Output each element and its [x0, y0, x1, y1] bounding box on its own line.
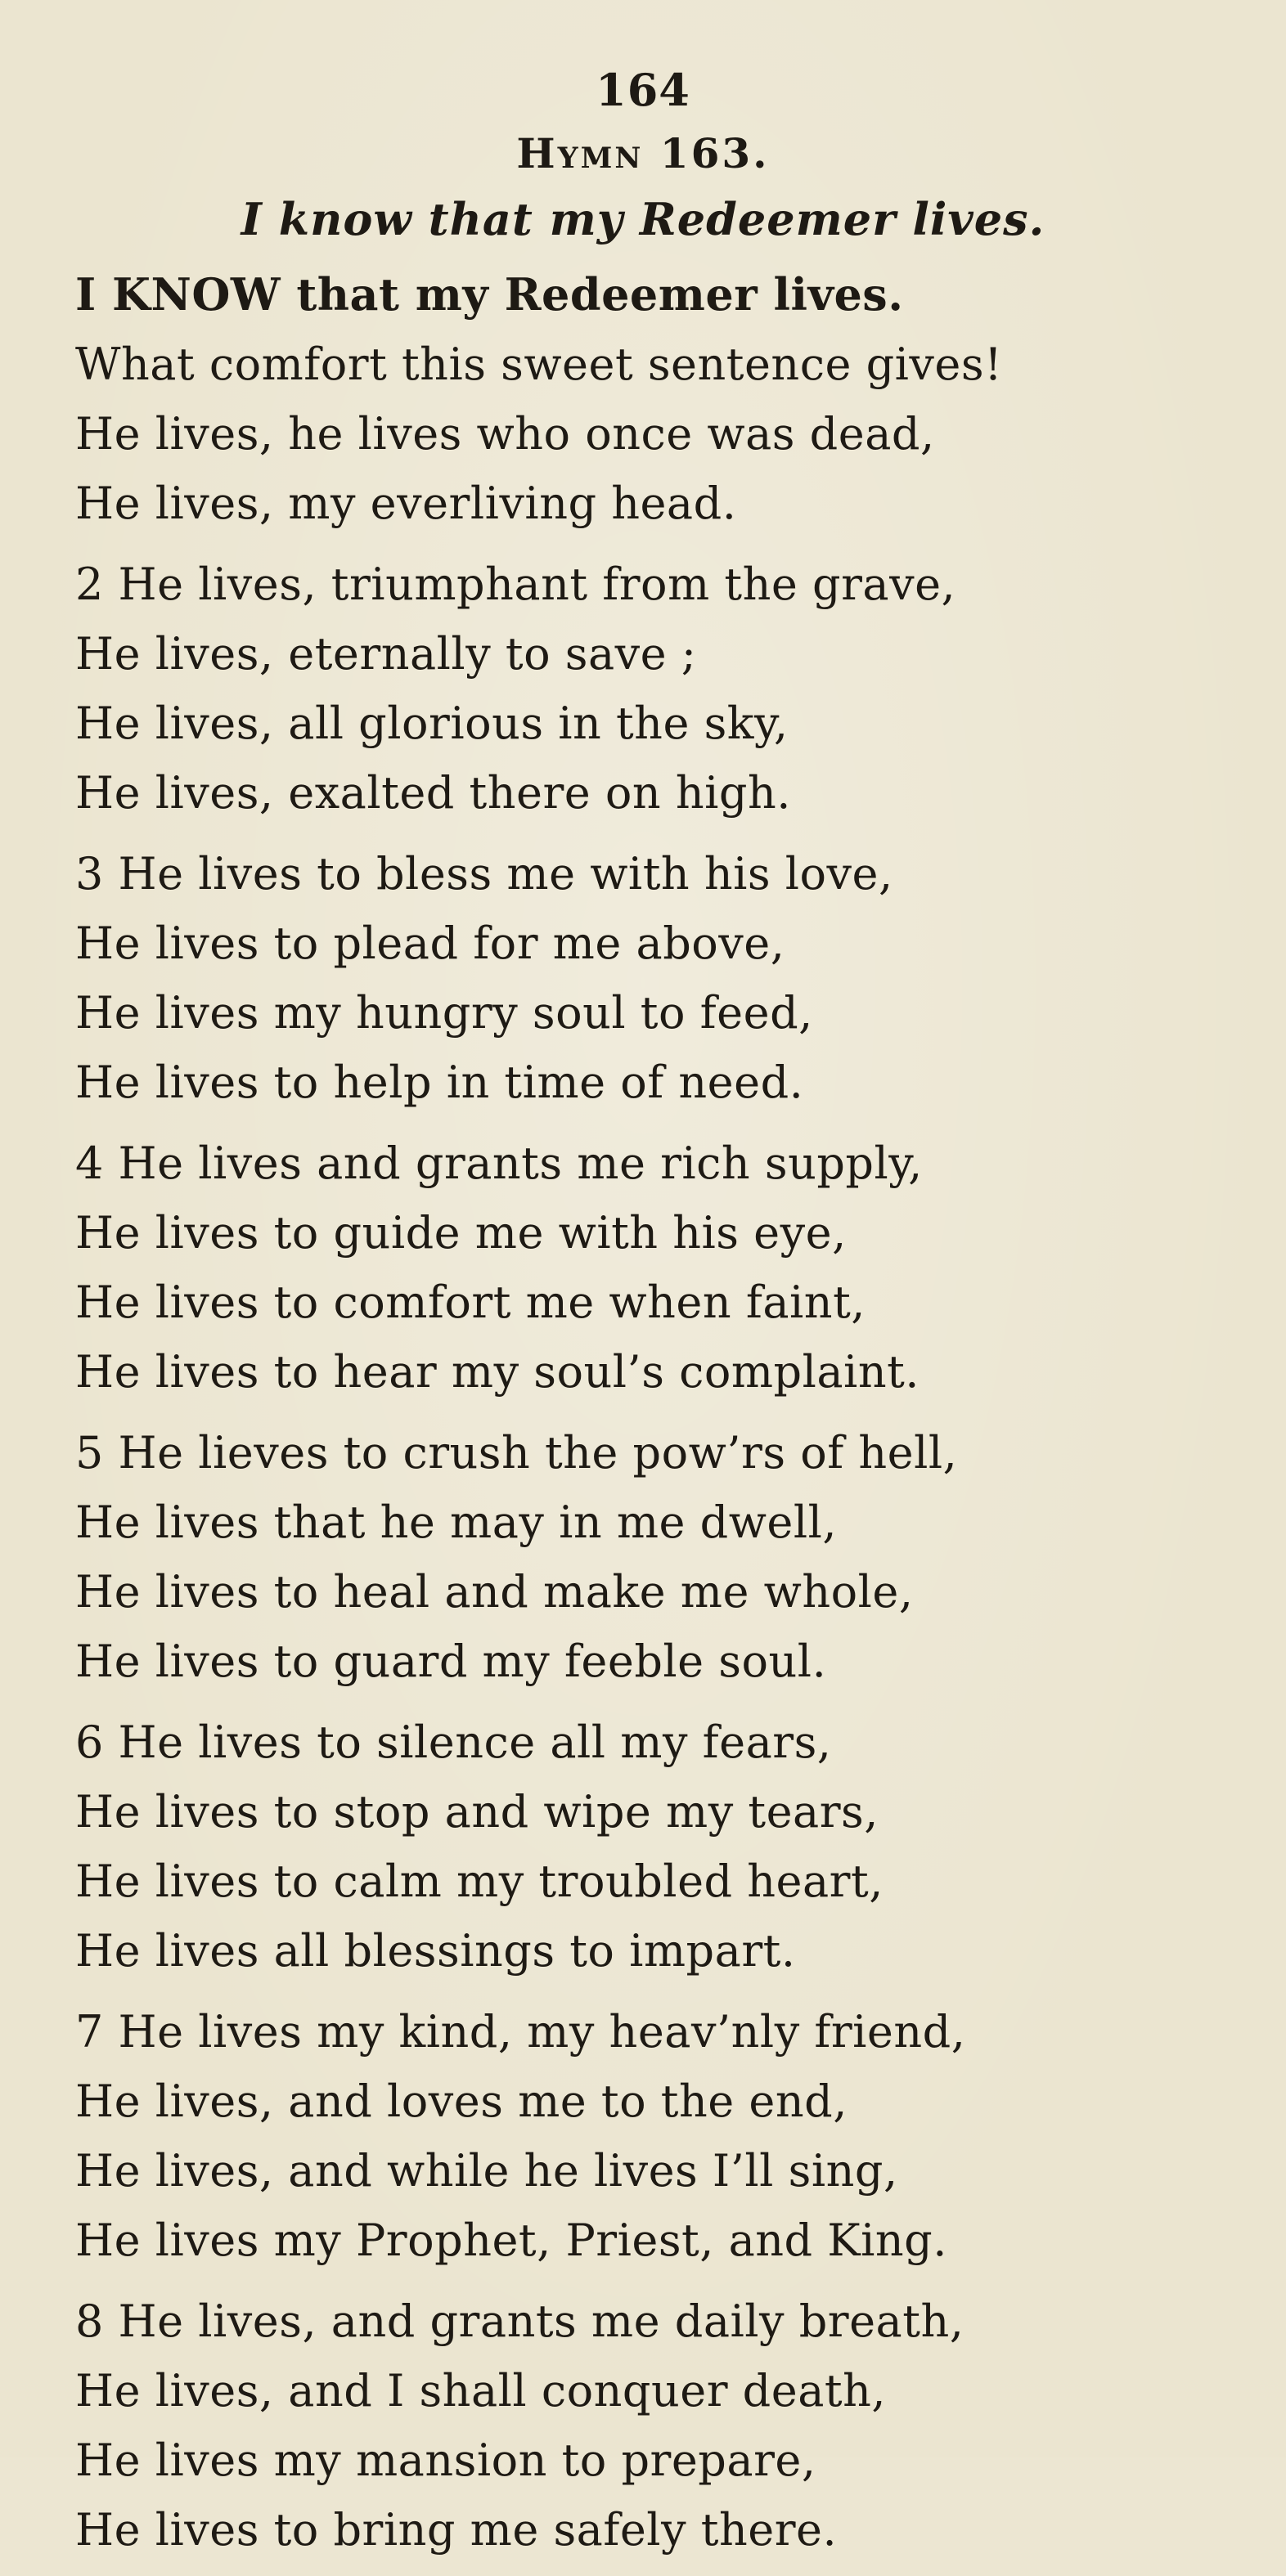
page-number: 164 — [596, 64, 690, 116]
verse-line: 4 He lives and grants me rich supply, — [75, 1138, 923, 1189]
verse-line: He lives to comfort me when faint, — [75, 1277, 866, 1328]
stanza-8 — [75, 2287, 1253, 2565]
verse-line: He lives to help in time of need. — [75, 1057, 804, 1108]
verse-line: I KNOW that my Redeemer lives. — [75, 268, 904, 321]
verse-line: He lives to stop and wipe my tears, — [75, 1786, 879, 1838]
verse-line: He lives my mansion to prepare, — [75, 2435, 816, 2486]
hymn-subtitle: I know that my Redeemer lives. — [241, 193, 1045, 245]
stanza-2 — [75, 550, 1253, 828]
verse-line: He lives to plead for me above, — [75, 918, 785, 969]
verse-line: He lives to heal and make me whole, — [75, 1566, 914, 1618]
stanza-7 — [75, 1997, 1253, 2275]
verse-line: He lives, and I shall conquer death, — [75, 2365, 887, 2417]
verse-line: He lives to guard my feeble soul. — [75, 1636, 827, 1687]
verse-line: He lives, and loves me to the end, — [75, 2076, 848, 2127]
verse-line: He lives my hungry soul to feed, — [75, 987, 813, 1039]
verse-line: He lives, eternally to save ; — [75, 628, 697, 680]
verse-line: 3 He lives to bless me with his love, — [75, 848, 893, 900]
verse-line: He lives, my everliving head. — [75, 478, 737, 529]
verse-line: 7 He lives my kind, my heav’nly friend, — [75, 2006, 966, 2058]
hymn-verses — [75, 260, 1253, 2576]
verse-line: He lives to hear my soul’s complaint. — [75, 1346, 920, 1398]
verse-line: What comfort this sweet sentence gives! — [75, 339, 1003, 390]
verse-line: He lives, exalted there on high. — [75, 767, 791, 819]
verse-line: 2 He lives, triumphant from the grave, — [75, 559, 956, 610]
verse-line: 6 He lives to silence all my fears, — [75, 1717, 832, 1768]
stanza-1 — [75, 260, 1253, 538]
stanza-3 — [75, 839, 1253, 1117]
verse-line: He lives all blessings to impart. — [75, 1925, 796, 1977]
verse-line: He lives to guide me with his eye, — [75, 1207, 847, 1259]
stanza-5 — [75, 1418, 1253, 1696]
verse-line: He lives to bring me safely there. — [75, 2504, 838, 2556]
verse-line: 8 He lives, and grants me daily breath, — [75, 2296, 964, 2347]
hymn-title: Hymn 163. — [516, 129, 770, 177]
verse-line: 5 He lieves to crush the pow’rs of hell, — [75, 1427, 958, 1479]
stanza-4 — [75, 1129, 1253, 1407]
verse-line: He lives to calm my troubled heart, — [75, 1856, 884, 1907]
verse-line: He lives, he lives who once was dead, — [75, 408, 935, 460]
verse-line: He lives my Prophet, Priest, and King. — [75, 2215, 947, 2266]
verse-line: He lives, and while he lives I’ll sing, — [75, 2145, 898, 2197]
stanza-6 — [75, 1708, 1253, 1986]
verse-line: He lives, all glorious in the sky, — [75, 698, 789, 749]
verse-line: He lives that he may in me dwell, — [75, 1497, 838, 1548]
